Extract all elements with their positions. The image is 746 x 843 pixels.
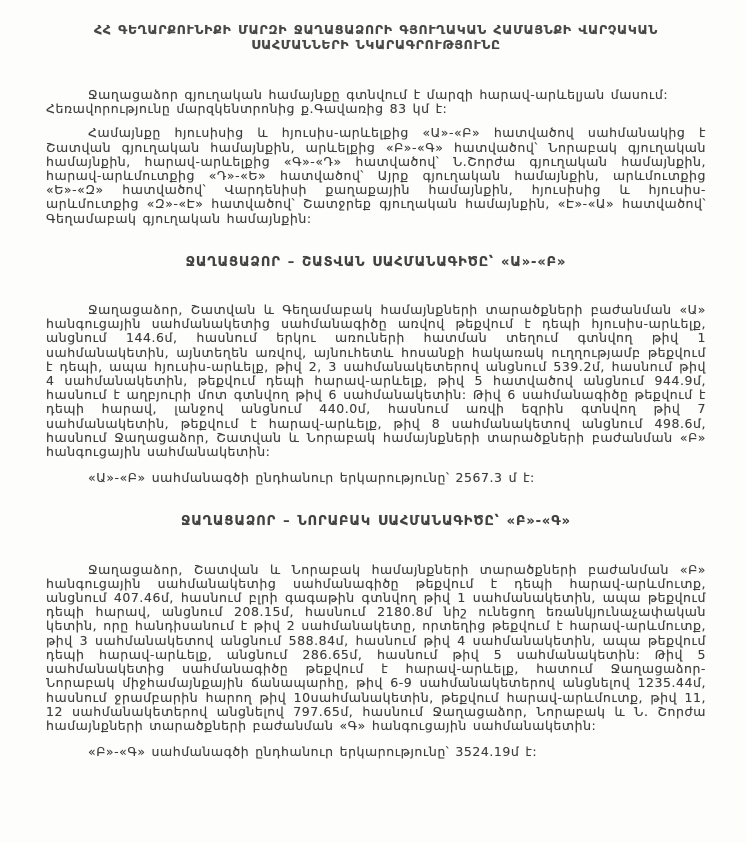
intro-neighbors-paragraph: Համայնքը հյուսիսից և հյուսիս-արևելքից «Ա»-«Բ» հատվածով սահմանակից է Շատվան գյուղական համայնքին, արևելքից «Բ»-«Գ» հատվածով՝ Նորաբակ գյուղական համայնքին, հարավ-արևելքից «Գ»-«Դ» հատվածով՝ Ն.Շորժա գյուղական համայնքին, հարավ-արևմուտքից «Դ»-«Ե» հատվածով՝ Այրք գյուղական համայնքին, արևմուտքից «Ե»-«Զ» հատվածով՝ Վարդենիսի քաղաքային համայնքին, հյուսիսից և հյուսիս-արևմուտքից «Զ»-«Է» հատվածով՝ Շատջրեք գյուղական համայնքին, «Է»-«Ա» հատվածով՝ Գեղամաբակ գյուղական համայնքին: bbox=[46, 125, 706, 226]
document-title bbox=[46, 22, 706, 52]
location-sentence: Ջաղացաձոր գյուղական համայնքը գտնվում է մարզի հարավ-արևելյան մասում: bbox=[88, 87, 669, 102]
section-1-body: Ջաղացաձոր, Շատվան և Գեղամաբակ համայնքների տարածքների բաժանման «Ա» հանգուցային սահմանակետից սահմանագիծը առվով թեքվում է դեպի հյուսիս-արևելք, անցնում 144.6մ, հասնում երկու առուների հատման տեղում գտնվող թիվ 1 սահմանակետին, այնտեղեն առվով, այնուհետև հոսանքի հակառակ ուղղությամբ թեքվում է դեպի, ապա հյուսիս-արևելք, թիվ 2, 3 սահմանակետերով անցնում 539.2մ, հասնում թիվ 4 սահմանակետին, թեքվում դեպի հարավ-արևելք, թիվ 5 հատվածով անցնում 944.9մ, հասնում է աղբյուրի մոտ գտնվող թիվ 6 սահմանակետին: Թիվ 6 սահմանագիծը թեքվում է դեպի հարավ, լանջով անցնում 440.0մ, հասնում առվի եզրին գտնվող թիվ 7 սահմանակետին, թեքվում է հարավ-արևելք, թիվ 8 սահմանակետով անցնում 498.6մ, հասնում Ջաղացաձոր, Շատվան և Նորաբակ համայնքների տարածքների բաժանման «Բ» հանգուցային սահմանակետին: bbox=[46, 302, 706, 460]
distance-sentence: Հեռավորությունը մարզկենտրոնից ք.Գավառից 83 կմ է: bbox=[46, 101, 448, 117]
intro-location-paragraph bbox=[46, 88, 706, 116]
title-line-1: ՀՀ ԳԵՂԱՐՔՈՒՆԻՔԻ ՄԱՐԶԻ ՋԱՂԱՑԱՁՈՐԻ ԳՅՈՒՂԱԿԱՆ ՀԱՄԱՅՆՔԻ ՎԱՐՉԱԿԱՆ bbox=[93, 22, 659, 37]
section-1-total-length: «Ա»-«Բ» սահմանագծի ընդհանուր երկարությունը՝ 2567.3 մ է: bbox=[88, 470, 535, 486]
section-2-body: Ջաղացաձոր, Շատվան և Նորաբակ համայնքների տարածքների բաժանման «Բ» հանգուցային սահմանակետից սահմանագիծը թեքվում է դեպի հարավ-արևմուտք, անցնում 407.46մ, հասնում բլրի գագաթին գտնվող թիվ 1 սահմանակետին, ապա թեքվում դեպի հարավ, անցնում 208.15մ, հասնում 2180.8մ նիշ ունեցող եռանկյունաչափական կետին, որը հանդիսանում է թիվ 2 սահմանակետը, որտեղից թեքվում է հարավ-արևմուտք, թիվ 3 սահմանակետով անցնում 588.84մ, հասնում թիվ 4 սահմանակետին, ապա թեքվում դեպի հարավ-արևելք, անցնում 286.65մ, հասնում թիվ 5 սահմանակետին: Թիվ 5 սահմանակետից սահմանագիծը թեքվում է հարավ-արևելք, հատում Ջաղացաձոր-Նորաբակ միջհամայնքային ճանապարհը, թիվ 6-9 սահմանակետերով անցնելով 1235.44մ, հասնում ջրամբարին հարող թիվ 10սահմանակետին, թեքվում հարավ-արևմուտք, թիվ 11, 12 սահմանակետերով անցնելով 797.65մ, հասնում Ջաղացաձոր, Նորաբակ և Ն. Շորժա համայնքների տարածքների բաժանման «Գ» հանգուցային սահմանակետին: bbox=[46, 561, 706, 733]
section-2-heading: ՋԱՂԱՑԱՁՈՐ – ՆՈՐԱԲԱԿ ՍԱՀՄԱՆԱԳԻԾԸ՝ «Բ»-«Գ» bbox=[181, 514, 571, 530]
section-2-total-length: «Բ»-«Գ» սահմանագծի ընդհանուր երկարությունը՝ 3524.19մ է: bbox=[88, 744, 538, 760]
title-line-2: ՍԱՀՄԱՆՆԵՐԻ ՆԿԱՐԱԳՐՈՒԹՅՈՒՆԸ bbox=[251, 37, 501, 52]
section-1-heading: ՋԱՂԱՑԱՁՈՐ – ՇԱՏՎԱՆ ՍԱՀՄԱՆԱԳԻԾԸ՝ «Ա»-«Բ» bbox=[185, 254, 567, 270]
